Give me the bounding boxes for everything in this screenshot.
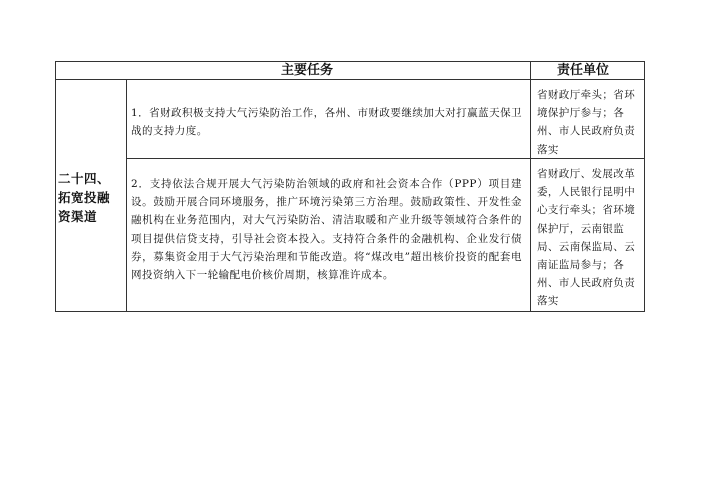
task-item-1: 1．省财政积极支持大气污染防治工作，各州、市财政要继续加大对打赢蓝天保卫战的支持力度。 [131, 107, 522, 138]
task-table [55, 61, 645, 312]
responsible-unit-2: 省财政厅、发展改革委，人民银行昆明中心支行牵头；省环境保护厅，云南银监局、云南保监局、云南证监局参与；各州、市人民政府负责落实 [537, 168, 636, 308]
header-responsible-unit: 责任单位 [557, 63, 610, 78]
column-divider-responsible [530, 62, 531, 312]
category-label: 二十四、拓宽投融资渠道 [58, 171, 111, 224]
column-divider-category [126, 80, 127, 312]
task-item-2: 2．支持依法合规开展大气污染防治领域的政府和社会资本合作（PPP）项目建设。鼓励开展合同环境服务，推广环境污染第三方治理。鼓励政策性、开发性金融机构在业务范围内，对大气污染防治、清洁取暖和产业升级等领域符合条件的项目提供信贷支持，引导社会资本投入。支持符合条件的金融机构、企业发行债券，募集资金用于大气污染治理和节能改造。将“煤改电”超出核价投资的配套电网投资纳入下一轮输配电价核价周期，核算准许成本。 [131, 178, 522, 282]
header-main-task: 主要任务 [281, 63, 334, 78]
responsible-unit-1: 省财政厅牵头；省环境保护厅参与；各州、市人民政府负责落实 [537, 89, 636, 156]
header-divider [56, 79, 644, 80]
